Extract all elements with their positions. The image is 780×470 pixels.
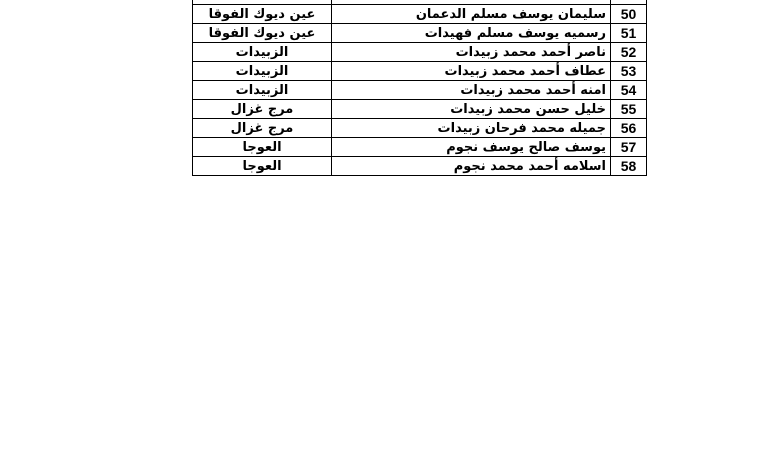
row-number-cell: 50: [611, 5, 647, 24]
row-number-cell: 56: [611, 119, 647, 138]
name-cell: اسلامه أحمد محمد نجوم: [332, 157, 611, 176]
place-cell: عين ديوك الفوقا: [193, 5, 332, 24]
name-cell: سليمان يوسف مسلم الدعمان: [332, 5, 611, 24]
name-cell: رسميه يوسف مسلم فهيدات: [332, 24, 611, 43]
place-cell: مرج غزال: [193, 100, 332, 119]
name-cell: جميله محمد فرحان زبيدات: [332, 119, 611, 138]
place-cell: العوجا: [193, 157, 332, 176]
table-row: [193, 24, 647, 43]
names-table: [192, 0, 647, 176]
table-row: [193, 157, 647, 176]
row-number-cell: 58: [611, 157, 647, 176]
row-number-cell: 55: [611, 100, 647, 119]
table-row: [193, 62, 647, 81]
row-number-cell: 54: [611, 81, 647, 100]
table-row: [193, 81, 647, 100]
name-cell: امنه أحمد محمد زبيدات: [332, 81, 611, 100]
table-row: [193, 5, 647, 24]
place-cell: الزبيدات: [193, 81, 332, 100]
row-number-cell: 57: [611, 138, 647, 157]
place-cell: عين ديوك الفوقا: [193, 24, 332, 43]
name-cell: ناصر أحمد محمد زبيدات: [332, 43, 611, 62]
row-number-cell: 51: [611, 24, 647, 43]
place-cell: مرج غزال: [193, 119, 332, 138]
place-cell: الزبيدات: [193, 43, 332, 62]
table-row: [193, 119, 647, 138]
row-number-cell: 53: [611, 62, 647, 81]
name-cell: عطاف أحمد محمد زبيدات: [332, 62, 611, 81]
table-row: [193, 138, 647, 157]
table-row: [193, 100, 647, 119]
name-cell: يوسف صالح يوسف نجوم: [332, 138, 611, 157]
place-cell: الزبيدات: [193, 62, 332, 81]
name-cell: خليل حسن محمد زبيدات: [332, 100, 611, 119]
place-cell: العوجا: [193, 138, 332, 157]
row-number-cell: 52: [611, 43, 647, 62]
table-row: [193, 43, 647, 62]
